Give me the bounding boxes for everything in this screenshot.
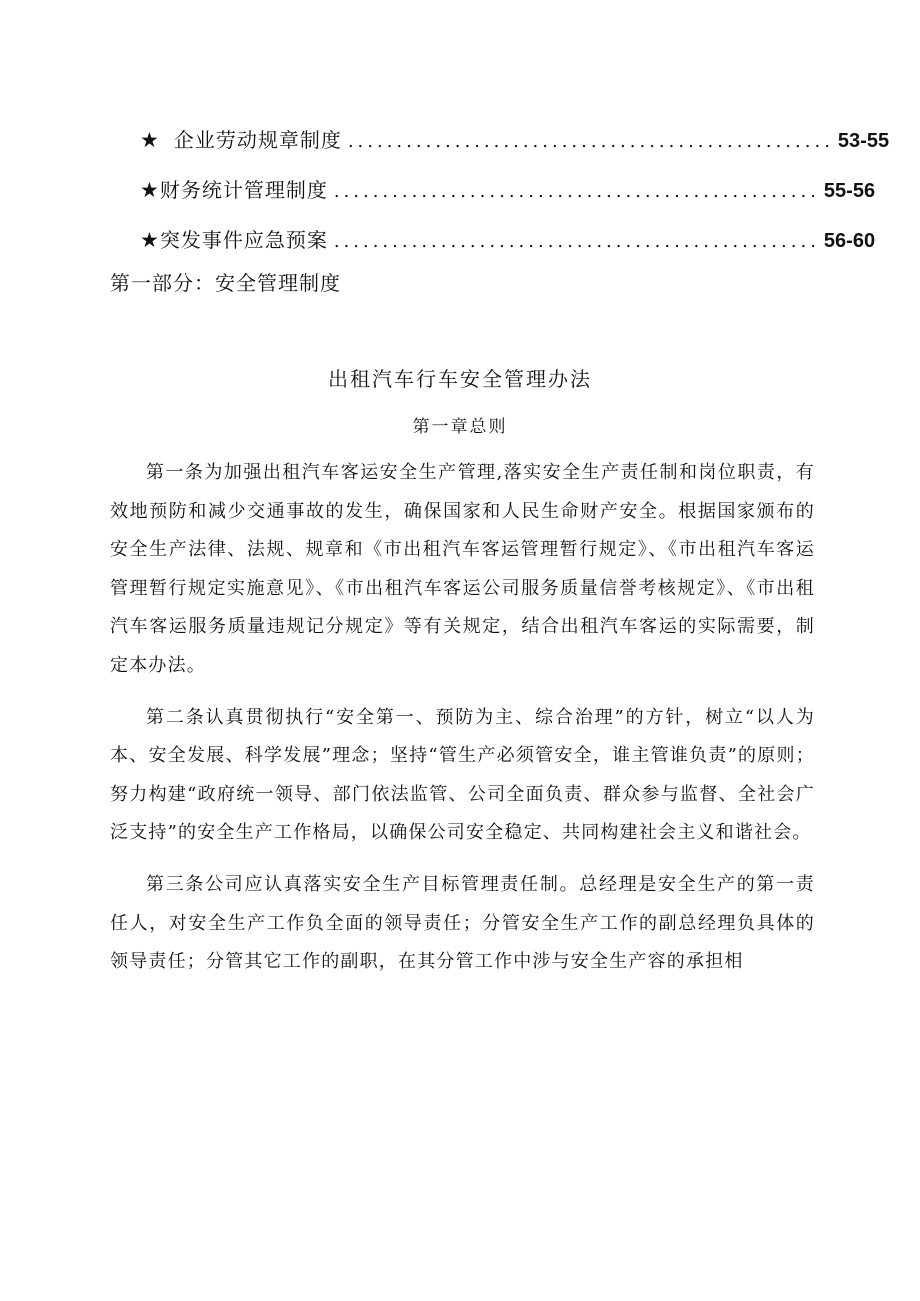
toc-entry-title: 财务统计管理制度 <box>159 178 328 202</box>
toc-page-range: 56-60 <box>823 230 876 252</box>
document-title: 出租汽车行车安全管理办法 <box>328 367 592 391</box>
part-heading: 第一部分：安全管理制度 <box>110 271 341 295</box>
toc-page-range: 53-55 <box>837 130 890 152</box>
chapter-title: 第一章总则 <box>412 417 508 437</box>
article-paragraph: 第一条为加强出租汽车客运安全生产管理,落实安全生产责任制和岗位职责，有效地预防和减少交通事故的发生，确保国家和人民生命财产安全。根据国家颁布的安全生产法律、法规、规章和《市出租汽车客运管理暂行规定》、《市出租汽车客运管理暂行规定实施意见》、《市出租汽车客运公司服务质量信誉考核规定》、《市出租汽车客运服务质量违规记分规定》等有关规定，结合出租汽车客运的实际需要，制定本办法。 <box>110 462 815 676</box>
toc-entry <box>140 124 890 174</box>
table-of-contents <box>140 124 890 274</box>
toc-dot-leader: .................................................. <box>333 181 820 202</box>
document-body <box>110 454 815 982</box>
star-icon: ★ <box>140 128 160 152</box>
toc-entry-title: 企业劳动规章制度 <box>173 128 342 152</box>
article-paragraph: 第二条认真贯彻执行“安全第一、预防为主、综合治理”的方针，树立“以人为本、安全发展、科学发展”理念；坚持“管生产必须管安全，谁主管谁负责”的原则；努力构建“政府统一领导、部门依法监管、公司全面负责、群众参与监督、全社会广泛支持”的安全生产工作格局，以确保公司安全稳定、共同构建社会主义和谐社会。 <box>110 706 815 844</box>
toc-entry <box>140 174 876 224</box>
toc-dot-leader: .................................................. <box>347 131 834 152</box>
article-paragraph: 第三条公司应认真落实安全生产目标管理责任制。总经理是安全生产的第一责任人，对安全生产工作负全面的领导责任；分管安全生产工作的副总经理负具体的领导责任；分管其它工作的副职，在其分管工作中涉与安全生产容的承担相 <box>110 873 815 973</box>
star-icon: ★ <box>140 228 160 252</box>
toc-dot-leader: .................................................. <box>333 231 820 252</box>
toc-page-range: 55-56 <box>823 180 876 202</box>
star-icon: ★ <box>140 178 160 202</box>
toc-entry-title: 突发事件应急预案 <box>159 228 328 252</box>
